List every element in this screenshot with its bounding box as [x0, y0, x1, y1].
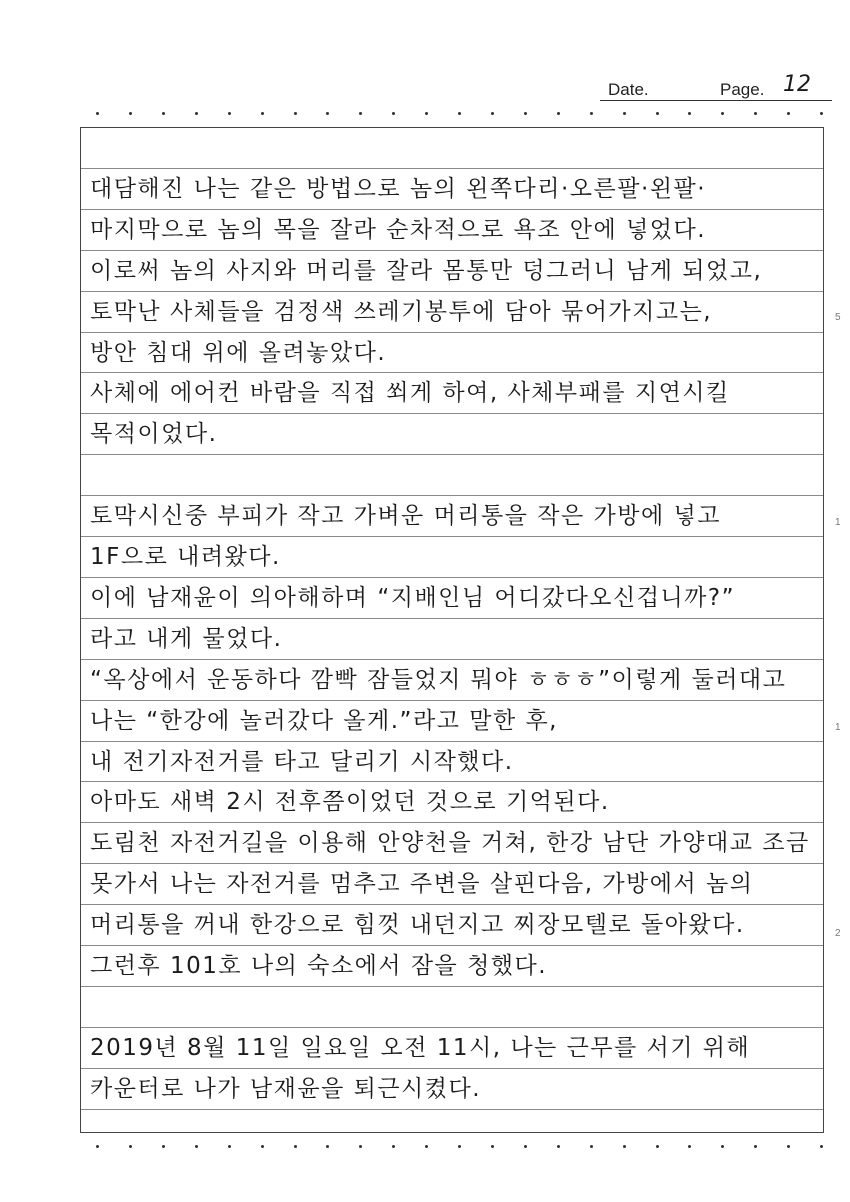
- ruled-line: [81, 659, 823, 660]
- text-line: 라고 내게 물었다.: [90, 625, 283, 652]
- page-label: Page.: [720, 80, 765, 99]
- guide-dot: [326, 112, 329, 115]
- ruled-line: [81, 618, 823, 619]
- guide-dot: [294, 1145, 297, 1148]
- text-line: 머리통을 꺼내 한강으로 힘껏 내던지고 찌장모텔로 돌아왔다.: [90, 912, 745, 939]
- text-line: 내 전기자전거를 타고 달리기 시작했다.: [90, 748, 514, 775]
- guide-dot: [656, 112, 659, 115]
- margin-mark: 5: [835, 312, 841, 323]
- guide-dot: [721, 1145, 724, 1148]
- ruled-line: [81, 168, 823, 169]
- text-line: 방안 침대 위에 올려놓았다.: [90, 339, 387, 366]
- text-line: [90, 989, 826, 1025]
- text-line: [90, 130, 826, 166]
- text-line: 그런후 101호 나의 숙소에서 잠을 청했다.: [90, 953, 548, 979]
- margin-mark: 1: [835, 517, 841, 528]
- ruled-line: [81, 781, 823, 782]
- guide-dot: [228, 1145, 231, 1148]
- text-line: 카운터로 나가 남재윤을 퇴근시켰다.: [90, 1075, 482, 1102]
- text-line: [90, 1112, 826, 1148]
- text-line: 1F으로 내려왔다.: [90, 544, 281, 570]
- guide-dot: [261, 112, 264, 115]
- guide-dot: [754, 1145, 757, 1148]
- ruled-line: [81, 986, 823, 987]
- guide-dot: [820, 1145, 823, 1148]
- guide-dot: [359, 1145, 362, 1148]
- guide-dot: [491, 1145, 494, 1148]
- ruled-line: [81, 1109, 823, 1110]
- guide-dot: [425, 112, 428, 115]
- guide-dot: [623, 112, 626, 115]
- guide-dot: [96, 1145, 99, 1148]
- guide-dot: [688, 112, 691, 115]
- guide-dot: [129, 112, 132, 115]
- guide-dot: [557, 112, 560, 115]
- ruled-line: [81, 945, 823, 946]
- guide-dot: [359, 112, 362, 115]
- guide-dot: [162, 112, 165, 115]
- bottom-dot-row: [96, 1144, 826, 1150]
- text-line: 못가서 나는 자전거를 멈추고 주변을 살핀다음, 가방에서 놈의: [90, 871, 754, 898]
- guide-dot: [787, 112, 790, 115]
- text-line: 이로써 놈의 사지와 머리를 잘라 몸통만 덩그러니 남게 되었고,: [90, 257, 763, 284]
- guide-dot: [688, 1145, 691, 1148]
- text-line: 목적이었다.: [90, 421, 218, 448]
- ruled-line: [81, 863, 823, 864]
- text-line: 토막시신중 부피가 작고 가벼운 머리통을 작은 가방에 넣고: [90, 503, 721, 530]
- page-header: [600, 74, 832, 104]
- date-label: Date.: [608, 80, 649, 99]
- ruled-line: [81, 495, 823, 496]
- guide-dot: [162, 1145, 165, 1148]
- text-line: [90, 457, 826, 493]
- text-line: 마지막으로 놈의 목을 잘라 순차적으로 욕조 안에 넣었다.: [90, 216, 707, 243]
- guide-dot: [261, 1145, 264, 1148]
- guide-dot: [425, 1145, 428, 1148]
- guide-dot: [656, 1145, 659, 1148]
- text-line: 대담해진 나는 같은 방법으로 놈의 왼쪽다리·오른팔·왼팔·: [90, 175, 707, 202]
- ruled-line: [81, 413, 823, 414]
- ruled-line: [81, 332, 823, 333]
- guide-dot: [458, 1145, 461, 1148]
- guide-dot: [326, 1145, 329, 1148]
- text-line: 토막난 사체들을 검정색 쓰레기봉투에 담아 묶어가지고는,: [90, 298, 713, 325]
- top-dot-row: [96, 111, 826, 117]
- text-line: 이에 남재윤이 의아해하며 “지배인님 어디갔다오신겁니까?”: [90, 584, 736, 611]
- guide-dot: [129, 1145, 132, 1148]
- text-line: 나는 “한강에 놀러갔다 올게.”라고 말한 후,: [90, 707, 558, 734]
- ruled-line: [81, 822, 823, 823]
- text-line: 아마도 새벽 2시 전후쯤이었던 것으로 기억된다.: [90, 789, 610, 816]
- guide-dot: [458, 112, 461, 115]
- ruled-line: [81, 741, 823, 742]
- margin-mark: 2: [835, 928, 841, 939]
- ruled-line: [81, 536, 823, 537]
- guide-dot: [721, 112, 724, 115]
- text-line: 사체에 에어컨 바람을 직접 쐬게 하여, 사체부패를 지연시킬: [90, 380, 730, 407]
- guide-dot: [524, 112, 527, 115]
- guide-dot: [491, 112, 494, 115]
- margin-mark: 1: [835, 722, 841, 733]
- guide-dot: [96, 112, 99, 115]
- text-line: 2019년 8월 11일 일요일 오전 11시, 나는 근무를 서기 위해: [90, 1034, 751, 1061]
- text-line: “옥상에서 운동하다 깜빡 잠들었지 뭐야 ㅎㅎㅎ”이렇게 둘러대고: [90, 666, 787, 693]
- ruled-line: [81, 372, 823, 373]
- guide-dot: [590, 112, 593, 115]
- ruled-line: [81, 577, 823, 578]
- guide-dot: [787, 1145, 790, 1148]
- ruled-line: [81, 250, 823, 251]
- guide-dot: [820, 112, 823, 115]
- guide-dot: [557, 1145, 560, 1148]
- guide-dot: [623, 1145, 626, 1148]
- guide-dot: [392, 1145, 395, 1148]
- ruled-line: [81, 700, 823, 701]
- guide-dot: [524, 1145, 527, 1148]
- ruled-line: [81, 1068, 823, 1069]
- guide-dot: [392, 112, 395, 115]
- guide-dot: [590, 1145, 593, 1148]
- ruled-line: [81, 209, 823, 210]
- ruled-line: [81, 904, 823, 905]
- guide-dot: [754, 112, 757, 115]
- guide-dot: [195, 1145, 198, 1148]
- ruled-line: [81, 1027, 823, 1028]
- ruled-line: [81, 454, 823, 455]
- ruled-line: [81, 291, 823, 292]
- guide-dot: [228, 112, 231, 115]
- guide-dot: [195, 112, 198, 115]
- guide-dot: [294, 112, 297, 115]
- text-line: 도림천 자전거길을 이용해 안양천을 거쳐, 한강 남단 가양대교 조금: [90, 830, 810, 857]
- page-number: 12: [783, 72, 811, 97]
- header-underline: [600, 100, 832, 101]
